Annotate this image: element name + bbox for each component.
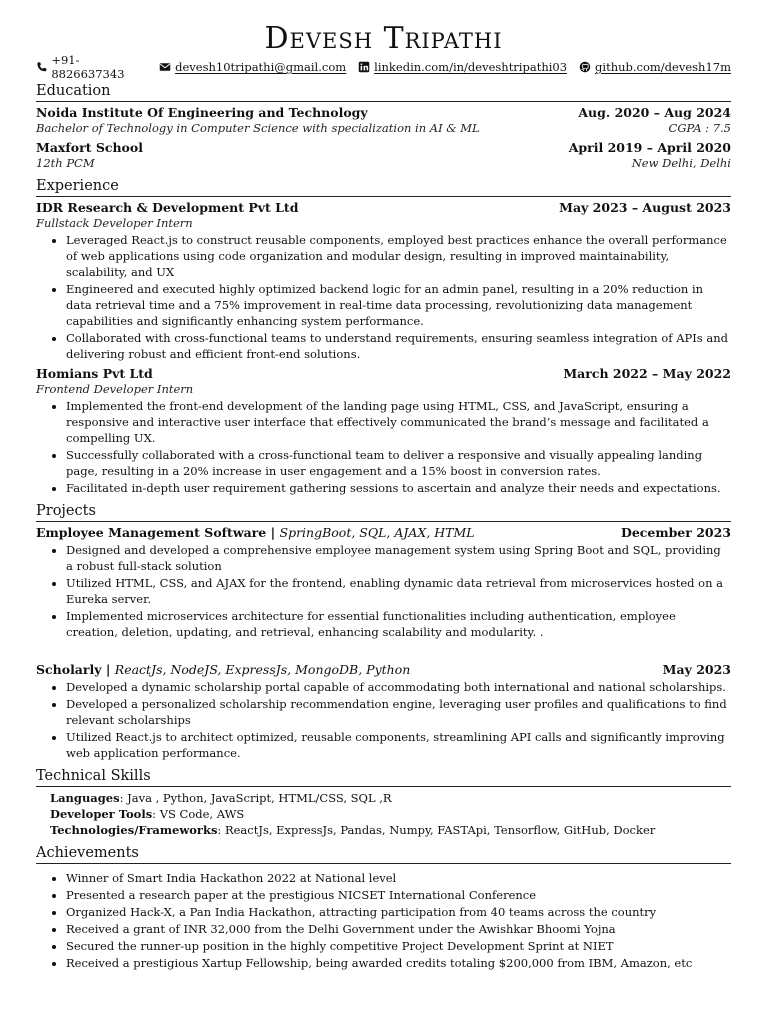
contact-bar <box>36 53 731 81</box>
skills-label: Technologies/Frameworks <box>50 823 218 837</box>
list-item: • Leveraged React.js to construct reusable components, employed best practices enhance the overall performance of web applications using code organization and modular design, resulting in improved maintainability, scalability, and UX <box>66 232 731 280</box>
education-entry <box>36 140 731 171</box>
spacer <box>36 644 731 662</box>
project-date: December 2023 <box>620 525 731 540</box>
envelope-icon <box>159 61 171 73</box>
linkedin-link[interactable]: linkedin.com/in/deveshtripathi03 <box>374 60 568 74</box>
project-tech: SpringBoot, SQL, AJAX, HTML <box>279 525 475 540</box>
list-item: • Developed a personalized scholarship recommendation engine, leveraging user profiles and qualifications to find relevant scholarships <box>66 696 731 728</box>
section-title: Projects <box>36 502 731 522</box>
resume-page <box>36 20 731 973</box>
section-title: Achievements <box>36 844 731 864</box>
project-entry <box>36 525 731 640</box>
candidate-name: Devesh Tripathi <box>264 21 503 56</box>
school-name: Noida Institute Of Engineering and Technology <box>36 105 368 120</box>
company-name: IDR Research & Development Pvt Ltd <box>36 200 299 215</box>
degree: 12th PCM <box>36 156 95 170</box>
phone-number: +91-8826637343 <box>51 53 125 81</box>
skills-row: Developer Tools: VS Code, AWS <box>50 807 245 821</box>
section-title: Technical Skills <box>36 767 731 787</box>
bullet-list <box>36 870 731 971</box>
section-title: Education <box>36 82 731 102</box>
education-extra: CGPA : 7.5 <box>668 121 731 135</box>
list-item: • Facilitated in-depth user requirement gathering sessions to ascertain and analyze their needs and expectations. <box>66 480 731 496</box>
linkedin-contact[interactable] <box>358 60 567 74</box>
skills-label: Developer Tools <box>50 807 153 821</box>
list-item: • Utilized React.js to architect optimized, reusable components, streamlining API calls and significantly improving web application performance. <box>66 729 731 761</box>
bullet-list <box>36 232 731 362</box>
skills-label: Languages <box>50 791 120 805</box>
bullet-list <box>36 542 731 640</box>
company-name: Homians Pvt Ltd <box>36 366 153 381</box>
github-contact[interactable] <box>579 60 731 74</box>
experience-entry <box>36 200 731 362</box>
list-item: • Received a prestigious Xartup Fellowship, being awarded credits totaling $200,000 from IBM, Amazon, etc <box>66 955 731 971</box>
list-item: • Implemented the front-end development of the landing page using HTML, CSS, and JavaScript, ensuring a responsive and interactive user interface that effectively communicated the brand’s message and facilitated a compelling UX. <box>66 398 731 446</box>
experience-dates: May 2023 – August 2023 <box>559 200 731 215</box>
skills-list <box>36 790 731 838</box>
skills-value: ReactJs, ExpressJs, Pandas, Numpy, FASTApi, Tensorflow, GitHub, Docker <box>224 823 656 837</box>
project-heading: Scholarly | ReactJs, NodeJS, ExpressJs, MongoDB, Python <box>36 662 411 677</box>
education-extra: New Delhi, Delhi <box>631 156 731 170</box>
list-item: • Utilized HTML, CSS, and AJAX for the frontend, enabling dynamic data retrieval from microservices hosted on a Eureka server. <box>66 575 731 607</box>
list-item: • Engineered and executed highly optimized backend logic for an admin panel, resulting in a 20% reduction in data retrieval time and a 75% improvement in real-time data processing, revolutionizing data management capabilities and significantly enhancing system performance. <box>66 281 731 329</box>
project-heading: Employee Management Software | SpringBoot, SQL, AJAX, HTML <box>36 525 475 540</box>
project-entry <box>36 662 731 761</box>
experience-dates: March 2022 – May 2022 <box>563 366 731 381</box>
email-link[interactable]: devesh10tripathi@gmail.com <box>175 60 347 74</box>
experience-section <box>36 177 731 496</box>
achievements-section <box>36 844 731 971</box>
bullet-list <box>36 679 731 761</box>
project-name: Employee Management Software <box>36 525 267 540</box>
education-section <box>36 82 731 171</box>
experience-entry <box>36 366 731 496</box>
github-link[interactable]: github.com/devesh17m <box>595 60 731 74</box>
project-name: Scholarly <box>36 662 102 677</box>
education-dates: Aug. 2020 – Aug 2024 <box>578 105 731 120</box>
project-tech: ReactJs, NodeJS, ExpressJs, MongoDB, Python <box>114 662 411 677</box>
bullet-list <box>36 398 731 496</box>
section-title: Experience <box>36 177 731 197</box>
list-item: • Presented a research paper at the prestigious NICSET International Conference <box>66 887 731 903</box>
school-name: Maxfort School <box>36 140 143 155</box>
list-item: • Developed a dynamic scholarship portal capable of accommodating both international and national scholarships. <box>66 679 731 695</box>
list-item: • Collaborated with cross-functional teams to understand requirements, ensuring seamless integration of APIs and delivering robust and efficient front-end solutions. <box>66 330 731 362</box>
job-role: Fullstack Developer Intern <box>36 216 193 230</box>
email-contact[interactable] <box>159 60 346 74</box>
education-dates: April 2019 – April 2020 <box>568 140 731 155</box>
github-icon <box>579 61 591 73</box>
list-item: • Winner of Smart India Hackathon 2022 at National level <box>66 870 731 886</box>
list-item: • Received a grant of INR 32,000 from the Delhi Government under the Awishkar Bhoomi Yojna <box>66 921 731 937</box>
degree: Bachelor of Technology in Computer Science with specialization in AI & ML <box>36 121 480 135</box>
linkedin-icon <box>358 61 370 73</box>
skills-value: VS Code, AWS <box>159 807 245 821</box>
list-item: • Designed and developed a comprehensive employee management system using Spring Boot and SQL, providing a robust full-stack solution <box>66 542 731 574</box>
education-entry <box>36 105 731 136</box>
projects-section <box>36 502 731 761</box>
project-date: May 2023 <box>662 662 731 677</box>
list-item: • Implemented microservices architecture for essential functionalities including authentication, employee creation, deletion, updating, and retrieval, enhancing scalability and modularity. . <box>66 608 731 640</box>
phone-contact <box>36 53 147 81</box>
job-role: Frontend Developer Intern <box>36 382 194 396</box>
skills-row: Languages: Java , Python, JavaScript, HTML/CSS, SQL ,R <box>50 791 392 805</box>
skills-value: Java , Python, JavaScript, HTML/CSS, SQL ,R <box>127 791 392 805</box>
skills-row: Technologies/Frameworks: ReactJs, ExpressJs, Pandas, Numpy, FASTApi, Tensorflow, GitHub, Docker <box>50 823 656 837</box>
list-item: • Successfully collaborated with a cross-functional team to deliver a responsive and visually appealing landing page, resulting in a 20% increase in user engagement and a 15% boost in conversion rates. <box>66 447 731 479</box>
phone-icon <box>36 61 47 73</box>
list-item: • Secured the runner-up position in the highly competitive Project Development Sprint at NIET <box>66 938 731 954</box>
skills-section <box>36 767 731 838</box>
list-item: • Organized Hack-X, a Pan India Hackathon, attracting participation from 40 teams across the country <box>66 904 731 920</box>
